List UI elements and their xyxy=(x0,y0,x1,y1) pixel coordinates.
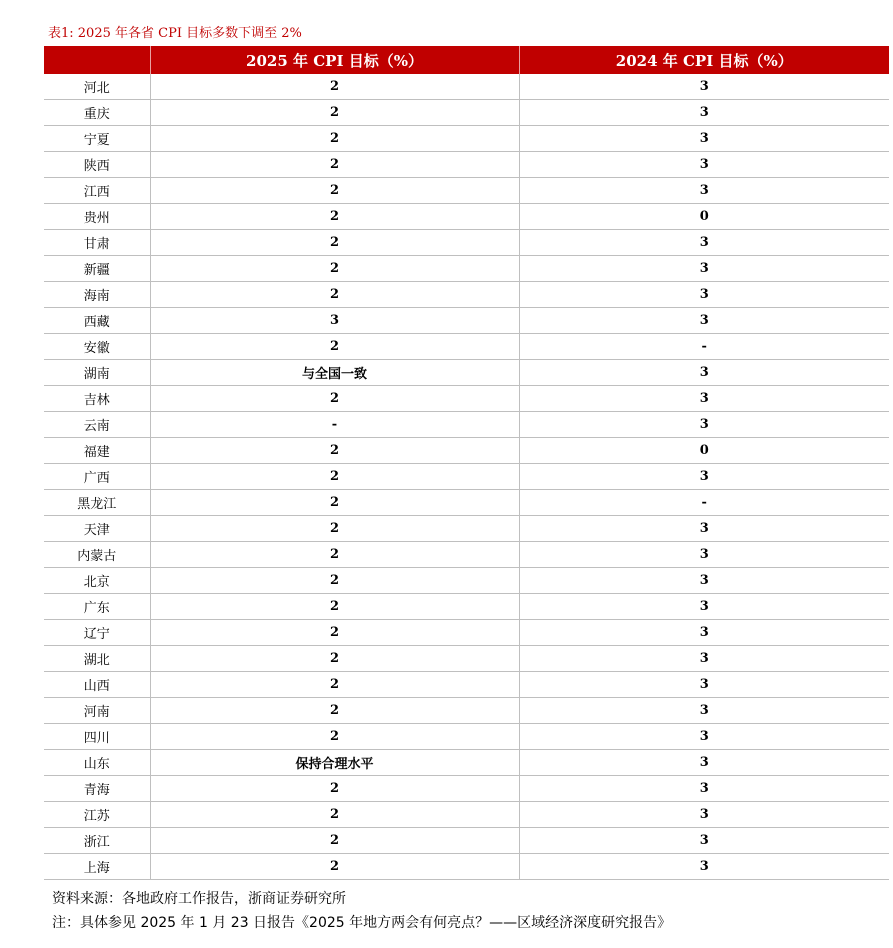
target-2024-cell: 3 xyxy=(519,854,889,880)
target-2025-cell: 2 xyxy=(150,542,519,568)
target-2024-cell: 3 xyxy=(519,126,889,152)
target-2025-cell: 2 xyxy=(150,126,519,152)
target-2025-cell: 2 xyxy=(150,646,519,672)
header-2024-target: 2024 年 CPI 目标（%） xyxy=(519,46,889,74)
table-row xyxy=(44,698,889,724)
table-row xyxy=(44,620,889,646)
target-2024-cell: 0 xyxy=(519,204,889,230)
province-cell: 广西 xyxy=(44,464,150,490)
target-2024-cell: 3 xyxy=(519,152,889,178)
target-2024-cell: 3 xyxy=(519,698,889,724)
target-2024-cell: 3 xyxy=(519,282,889,308)
reference-note: 注：具体参见 2025 年 1 月 23 日报告《2025 年地方两会有何亮点？——区域经济深度研究报告》 xyxy=(52,915,672,931)
table-row xyxy=(44,828,889,854)
table-row xyxy=(44,646,889,672)
province-cell: 河北 xyxy=(44,74,150,100)
target-2025-cell: 2 xyxy=(150,854,519,880)
target-2024-cell: 3 xyxy=(519,828,889,854)
target-2025-cell: 2 xyxy=(150,802,519,828)
province-cell: 青海 xyxy=(44,776,150,802)
province-cell: 天津 xyxy=(44,516,150,542)
table-row xyxy=(44,542,889,568)
table-row xyxy=(44,100,889,126)
target-2024-cell: 3 xyxy=(519,620,889,646)
target-2024-cell: 3 xyxy=(519,568,889,594)
table-row xyxy=(44,438,889,464)
table-row xyxy=(44,256,889,282)
table-row xyxy=(44,464,889,490)
target-2024-cell: 3 xyxy=(519,464,889,490)
table-row xyxy=(44,854,889,880)
target-2024-cell: 0 xyxy=(519,438,889,464)
province-cell: 宁夏 xyxy=(44,126,150,152)
source-note: 资料来源：各地政府工作报告，浙商证券研究所 xyxy=(52,891,346,907)
footnotes xyxy=(52,887,671,935)
table-title: 表1: 2025 年各省 CPI 目标多数下调至 2% xyxy=(48,26,302,41)
target-2025-cell: 2 xyxy=(150,568,519,594)
target-2025-cell: 2 xyxy=(150,230,519,256)
province-cell: 吉林 xyxy=(44,386,150,412)
target-2024-cell: 3 xyxy=(519,412,889,438)
target-2024-cell: 3 xyxy=(519,256,889,282)
table-row xyxy=(44,74,889,100)
target-2024-cell: - xyxy=(519,490,889,516)
province-cell: 湖北 xyxy=(44,646,150,672)
target-2024-cell: 3 xyxy=(519,100,889,126)
province-cell: 山东 xyxy=(44,750,150,776)
province-cell: 福建 xyxy=(44,438,150,464)
table-row xyxy=(44,230,889,256)
target-2024-cell: 3 xyxy=(519,74,889,100)
table-row xyxy=(44,178,889,204)
target-2025-cell: 2 xyxy=(150,490,519,516)
target-2025-cell: 2 xyxy=(150,256,519,282)
table-row xyxy=(44,386,889,412)
target-2024-cell: 3 xyxy=(519,750,889,776)
target-2024-cell: 3 xyxy=(519,178,889,204)
table-row xyxy=(44,516,889,542)
target-2025-cell: 2 xyxy=(150,334,519,360)
table-row xyxy=(44,412,889,438)
target-2025-cell: 2 xyxy=(150,698,519,724)
province-cell: 广东 xyxy=(44,594,150,620)
target-2025-cell: 2 xyxy=(150,282,519,308)
table-row xyxy=(44,360,889,386)
table-row xyxy=(44,126,889,152)
target-2025-cell: 2 xyxy=(150,204,519,230)
target-2025-cell: 与全国一致 xyxy=(150,360,519,386)
target-2025-cell: 2 xyxy=(150,594,519,620)
province-cell: 四川 xyxy=(44,724,150,750)
target-2025-cell: 2 xyxy=(150,100,519,126)
target-2025-cell: 2 xyxy=(150,672,519,698)
target-2025-cell: 保持合理水平 xyxy=(150,750,519,776)
target-2024-cell: 3 xyxy=(519,386,889,412)
province-cell: 海南 xyxy=(44,282,150,308)
province-cell: 上海 xyxy=(44,854,150,880)
table-row xyxy=(44,594,889,620)
target-2024-cell: - xyxy=(519,334,889,360)
province-cell: 重庆 xyxy=(44,100,150,126)
province-cell: 黑龙江 xyxy=(44,490,150,516)
target-2025-cell: 2 xyxy=(150,828,519,854)
table-header-row xyxy=(44,46,889,74)
table-row xyxy=(44,568,889,594)
target-2025-cell: 2 xyxy=(150,776,519,802)
province-cell: 陕西 xyxy=(44,152,150,178)
target-2025-cell: 2 xyxy=(150,386,519,412)
target-2025-cell: 2 xyxy=(150,178,519,204)
province-cell: 贵州 xyxy=(44,204,150,230)
province-cell: 湖南 xyxy=(44,360,150,386)
table-row xyxy=(44,308,889,334)
table-row xyxy=(44,776,889,802)
target-2025-cell: 2 xyxy=(150,438,519,464)
province-cell: 北京 xyxy=(44,568,150,594)
table-row xyxy=(44,282,889,308)
target-2024-cell: 3 xyxy=(519,360,889,386)
target-2025-cell: 2 xyxy=(150,74,519,100)
target-2025-cell: 2 xyxy=(150,620,519,646)
province-cell: 浙江 xyxy=(44,828,150,854)
province-cell: 新疆 xyxy=(44,256,150,282)
table-row xyxy=(44,724,889,750)
table-row xyxy=(44,750,889,776)
target-2024-cell: 3 xyxy=(519,594,889,620)
province-cell: 甘肃 xyxy=(44,230,150,256)
target-2024-cell: 3 xyxy=(519,802,889,828)
province-cell: 安徽 xyxy=(44,334,150,360)
target-2025-cell: 2 xyxy=(150,724,519,750)
table-row xyxy=(44,334,889,360)
table-row xyxy=(44,802,889,828)
cpi-target-table xyxy=(44,46,889,880)
table-row xyxy=(44,672,889,698)
table-row xyxy=(44,152,889,178)
target-2024-cell: 3 xyxy=(519,230,889,256)
province-cell: 云南 xyxy=(44,412,150,438)
target-2024-cell: 3 xyxy=(519,724,889,750)
table-row xyxy=(44,490,889,516)
province-cell: 江苏 xyxy=(44,802,150,828)
target-2025-cell: - xyxy=(150,412,519,438)
target-2024-cell: 3 xyxy=(519,646,889,672)
province-cell: 河南 xyxy=(44,698,150,724)
target-2025-cell: 2 xyxy=(150,516,519,542)
target-2024-cell: 3 xyxy=(519,516,889,542)
province-cell: 辽宁 xyxy=(44,620,150,646)
province-cell: 江西 xyxy=(44,178,150,204)
target-2025-cell: 2 xyxy=(150,464,519,490)
target-2024-cell: 3 xyxy=(519,308,889,334)
province-cell: 山西 xyxy=(44,672,150,698)
target-2024-cell: 3 xyxy=(519,542,889,568)
target-2025-cell: 3 xyxy=(150,308,519,334)
target-2025-cell: 2 xyxy=(150,152,519,178)
table-row xyxy=(44,204,889,230)
province-cell: 内蒙古 xyxy=(44,542,150,568)
target-2024-cell: 3 xyxy=(519,776,889,802)
header-province xyxy=(44,46,150,74)
header-2025-target: 2025 年 CPI 目标（%） xyxy=(150,46,519,74)
province-cell: 西藏 xyxy=(44,308,150,334)
target-2024-cell: 3 xyxy=(519,672,889,698)
